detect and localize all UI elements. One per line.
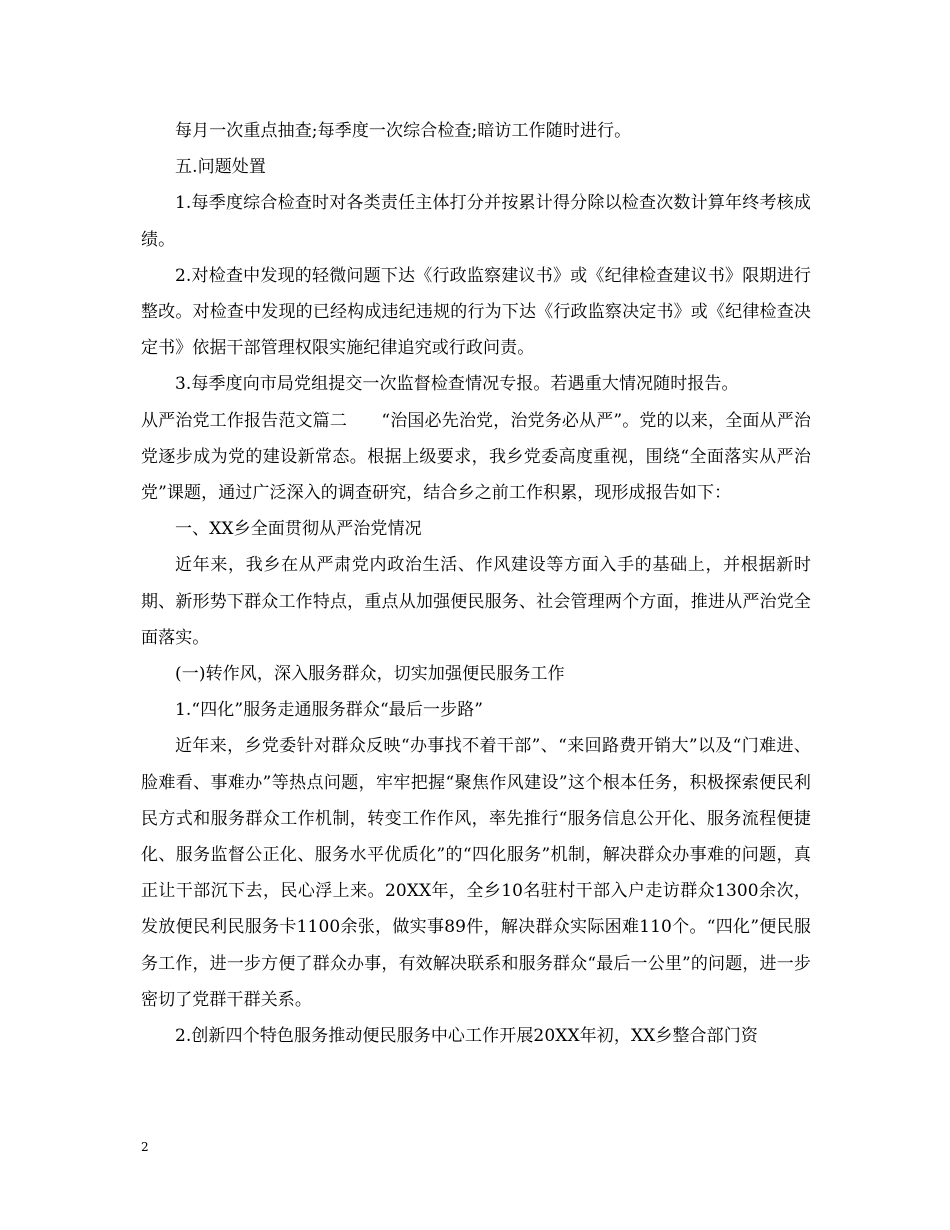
subsection-heading: 1.“四化”服务走通服务群众“最后一步路” (175, 700, 484, 721)
paragraph: 1.每季度综合检查时对各类责任主体打分并按累计得分除以检查次数计算年终考核成绩。 (141, 193, 811, 250)
paragraph: 3.每季度向市局党组提交一次监督检查情况专报。若遇重大情况随时报告。 (175, 374, 739, 395)
paragraph: 近年来，我乡在从严肃党内政治生活、作风建设等方面入手的基础上，并根据新时期、新形势下群众工作特点，重点从加强便民服务、社会管理两个方面，推进从严治党全面落实。 (141, 555, 811, 648)
paragraph: 每月一次重点抽查;每季度一次综合检查;暗访工作随时进行。 (175, 121, 632, 141)
document-body (141, 113, 811, 1054)
subsection-heading: (一)转作风，深入服务群众，切实加强便民服务工作 (175, 664, 565, 685)
section-heading: 五.问题处置 (175, 157, 267, 178)
paragraph: 2.对检查中发现的轻微问题下达《行政监察建议书》或《纪律检查建议书》限期进行整改。对检查中发现的已经构成违纪违规的行为下达《行政监察决定书》或《纪律检查决定书》依据干部管理权限实施纪律追究或行政问责。 (141, 265, 811, 359)
paragraph: 2.创新四个特色服务推动便民服务中心工作开展20XX年初，XX乡整合部门资 (175, 1026, 758, 1047)
paragraph: 从严治党工作报告范文篇二 “治国必先治党，治党务必从严”。党的以来，全面从严治党逐步成为党的建设新常态。根据上级要求，我乡党委高度重视，围绕“全面落实从严治党”课题，通过广泛深入的调查研究，结合乡之前工作积累，现形成报告如下： (141, 410, 811, 504)
section-heading: 一、XX乡全面贯彻从严治党情况 (175, 519, 422, 540)
page-number: 2 (141, 1140, 149, 1154)
paragraph: 近年来，乡党委针对群众反映“办事找不着干部”、“来回路费开销大”以及“门难进、脸难看、事难办”等热点问题，牢牢把握“聚焦作风建设”这个根本任务，积极探索便民利民方式和服务群众工作机制，转变工作作风，率先推行“服务信息公开化、服务流程便捷化、服务监督公正化、服务水平优质化”的“四化服务”机制，解决群众办事难的问题，真正让干部沉下去，民心浮上来。20XX年，全乡10名驻村干部入户走访群众1300余次，发放便民利民服务卡1100余张，做实事89件，解决群众实际困难110个。“四化”便民服务工作，进一步方便了群众办事，有效解决联系和服务群众“最后一公里”的问题，进一步密切了党群干群关系。 (141, 736, 811, 1010)
